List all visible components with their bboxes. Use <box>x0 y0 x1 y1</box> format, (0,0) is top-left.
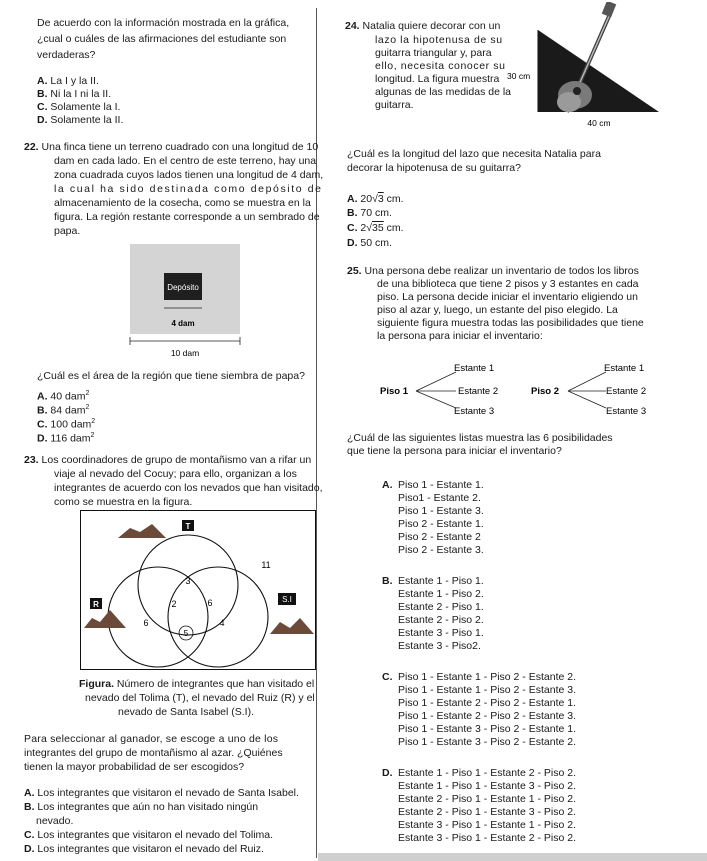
q25-option-line: Estante 1 - Piso 1. <box>398 575 484 587</box>
q24-stem-text: Natalia quiere decorar con un <box>362 20 501 32</box>
q22-land-figure <box>120 244 270 359</box>
q24-option-b[interactable] <box>347 207 392 219</box>
q25-option-line: Piso 1 - Estante 2 - Piso 2 - Estante 1. <box>398 697 577 709</box>
q23-option-text: Los integrantes que visitaron el nevado del Tolima. <box>37 829 274 841</box>
q23-option-letter: B. <box>24 801 35 813</box>
q23-question-line-3: tienen la mayor probabilidad de ser escogidos? <box>24 761 245 773</box>
q24-stem-line-7: guitarra. <box>375 99 414 111</box>
guitar-height-label: 30 cm <box>507 71 531 81</box>
q21-stem-line-2: ¿cual o cuáles de las afirmaciones del estudiante son <box>37 33 287 45</box>
q23-stem-line-4: como se muestra en la figura. <box>54 496 193 508</box>
q23-number: 23. <box>24 454 39 466</box>
q24-option-letter: A. <box>347 193 358 205</box>
q25-tree-diagram <box>380 360 690 422</box>
q23-option-c[interactable] <box>24 829 273 841</box>
q24-option-coefficient: 20 <box>360 193 373 205</box>
q23-caption-line-3: nevado de Santa Isabel (S.I). <box>118 706 255 718</box>
q25-option-line: Piso 2 - Estante 2 <box>398 531 481 543</box>
inner-side-label: 4 dam <box>171 319 195 328</box>
q22-option-letter: B. <box>37 404 48 417</box>
q22-option-value: 84 dam <box>50 404 86 417</box>
q22-option-exponent: 2 <box>90 432 95 439</box>
q23-option-letter: A. <box>24 787 35 799</box>
q21-option-a[interactable] <box>37 75 99 87</box>
tree-p2-estante-1: Estante 1 <box>604 363 645 374</box>
q25-option-line: Estante 1 - Piso 2. <box>398 588 484 600</box>
q22-option-letter: A. <box>37 390 48 403</box>
q21-option-text: Ni la I ni la II. <box>50 88 112 100</box>
q22-question: ¿Cuál es el área de la región que tiene siembra de papa? <box>37 370 305 382</box>
q21-option-d[interactable] <box>37 114 123 126</box>
tree-piso-1: Piso 1 <box>380 386 408 397</box>
q25-option-line: Estante 3 - Piso 1. <box>398 627 484 639</box>
q25-stem-text: Una persona debe realizar un inventario de todos los libros <box>364 265 639 277</box>
q24-option-text: 70 cm. <box>360 207 392 219</box>
venn-label-t: T <box>185 522 191 531</box>
q24-question-line-2: decorar la hipotenusa de su guitarra? <box>347 162 521 174</box>
q22-stem-line-5: almacenamiento de la cosecha, como se muestra en la <box>54 197 311 209</box>
q22-option-value: 116 dam <box>50 432 91 445</box>
q23-option-letter: C. <box>24 829 35 841</box>
q22-option-value: 100 dam <box>50 418 92 431</box>
q23-option-a[interactable] <box>24 787 299 799</box>
q21-option-text: La I y la II. <box>50 75 99 87</box>
q24-option-radicand: 3 <box>377 193 384 205</box>
q24-option-text: 50 cm. <box>360 237 392 249</box>
q24-option-c[interactable] <box>347 222 404 234</box>
q24-guitar-figure <box>507 2 702 132</box>
q23-option-d[interactable] <box>24 843 264 855</box>
q25-stem-line-3: piso. La persona decide iniciar el inventario eligiendo un <box>377 291 638 303</box>
q23-caption-text: Número de integrantes que han visitado el <box>114 678 315 690</box>
q25-option-line: Piso 1 - Estante 3 - Piso 2 - Estante 2. <box>398 736 577 748</box>
q22-option-value: 40 dam <box>50 390 86 403</box>
q25-stem-line-4: piso al azar y, luego, un estante del piso elegido. La <box>377 304 618 316</box>
q24-stem-line-5: longitud. La figura muestra <box>375 73 500 85</box>
q22-option-b[interactable] <box>37 402 89 417</box>
q24-option-letter: D. <box>347 237 358 249</box>
tree-branch-1-3 <box>416 391 456 408</box>
tree-branch-2-1 <box>568 372 606 391</box>
q23-caption-line-2: nevado del Tolima (T), el nevado del Ruiz (R) y el <box>85 692 315 704</box>
guitar-round-body-lower <box>557 92 581 112</box>
q21-stem-line-1: De acuerdo con la información mostrada en la gráfica, <box>37 17 290 29</box>
column-divider <box>316 8 317 858</box>
q25-stem-line-5: siguiente figura muestra todas las posibilidades que tiene <box>377 317 644 329</box>
q25-option-letter: C. <box>382 671 393 683</box>
q25-option-letter: B. <box>382 575 393 587</box>
q24-option-letter: C. <box>347 222 358 234</box>
deposit-label: Depósito <box>167 283 199 292</box>
q23-stem-line-1 <box>24 454 311 466</box>
tree-p2-estante-3: Estante 3 <box>606 406 647 417</box>
q23-stem-line-3: integrantes de acuerdo con los nevados que han visitado, <box>54 482 323 494</box>
q25-stem-line-1 <box>347 265 639 277</box>
q21-option-letter: A. <box>37 75 48 87</box>
guitar-headstock <box>602 2 617 17</box>
q25-option-line: Estante 2 - Piso 2. <box>398 614 484 626</box>
q25-option-line: Piso 1 - Estante 1 - Piso 2 - Estante 2. <box>398 671 577 683</box>
outer-side-label: 10 dam <box>170 348 200 358</box>
q25-option-line: Estante 3 - Piso 1 - Estante 2 - Piso 2. <box>398 832 577 844</box>
q23-option-b-line-2: nevado. <box>36 815 74 827</box>
tree-p2-estante-2: Estante 2 <box>606 386 647 397</box>
q21-option-letter: B. <box>37 88 48 100</box>
venn-label-r: R <box>93 600 99 609</box>
q25-question-line-2: que tiene la persona para iniciar el inventario? <box>347 445 562 457</box>
q22-stem-line-1 <box>24 141 318 153</box>
q22-option-c[interactable] <box>37 416 95 431</box>
q25-option-line: Piso 1 - Estante 2 - Piso 2 - Estante 3. <box>398 710 577 722</box>
venn-r-only-count: 6 <box>143 618 149 628</box>
q25-option-line: Piso 1 - Estante 1 - Piso 2 - Estante 3. <box>398 684 577 696</box>
q25-option-letter: A. <box>382 479 393 491</box>
q25-option-line: Estante 2 - Piso 1 - Estante 1 - Piso 2. <box>398 793 577 805</box>
q23-option-b[interactable] <box>24 801 258 813</box>
q25-option-line: Estante 3 - Piso2. <box>398 640 481 652</box>
tree-piso-2: Piso 2 <box>531 386 559 397</box>
q24-stem-line-6: algunas de las medidas de la <box>375 86 512 98</box>
q21-stem-line-3: verdaderas? <box>37 49 96 61</box>
q25-option-letter: D. <box>382 767 393 779</box>
q21-option-letter: C. <box>37 101 48 113</box>
q22-option-exponent: 2 <box>85 390 90 397</box>
q23-option-text: Los integrantes que aún no han visitado ningún <box>37 801 259 813</box>
q23-option-letter: D. <box>24 843 35 855</box>
q25-option-line: Estante 3 - Piso 1 - Estante 1 - Piso 2. <box>398 819 577 831</box>
tree-p1-estante-2: Estante 2 <box>458 386 499 397</box>
tree-branch-2-3 <box>568 391 606 408</box>
q25-option-line: Piso 1 - Estante 3 - Piso 2 - Estante 1. <box>398 723 577 735</box>
q25-option-line: Estante 1 - Piso 1 - Estante 3 - Piso 2. <box>398 780 577 792</box>
guitar-base-label: 40 cm <box>587 118 611 128</box>
q25-stem-line-2: de una biblioteca que tiene 2 pisos y 3 estantes en cada <box>377 278 639 290</box>
venn-outside-count: 11 <box>261 560 271 570</box>
q25-option-line: Estante 2 - Piso 1 - Estante 3 - Piso 2. <box>398 806 577 818</box>
q24-question-line-1: ¿Cuál es la longitud del lazo que necesita Natalia para <box>347 148 601 160</box>
q21-option-c[interactable] <box>37 101 120 113</box>
q25-number: 25. <box>347 265 362 277</box>
q23-question-line-2: integrantes del grupo de montañismo al azar. ¿Quiénes <box>24 747 283 759</box>
guitar-sound-hole <box>573 87 581 95</box>
venn-t-r-count: 2 <box>171 599 177 609</box>
q24-option-letter: B. <box>347 207 358 219</box>
q22-option-exponent: 2 <box>85 404 90 411</box>
q23-option-text: Los integrantes que visitaron el nevado del Ruiz. <box>37 843 264 855</box>
q25-option-line: Piso 2 - Estante 1. <box>398 518 484 530</box>
venn-label-si: S.I <box>282 595 292 604</box>
tree-p1-estante-3: Estante 3 <box>454 406 495 417</box>
q24-option-a[interactable] <box>347 193 404 205</box>
q22-stem-text: Una finca tiene un terreno cuadrado con una longitud de 10 <box>41 141 319 153</box>
q25-stem-line-6: la persona para iniciar el inventario: <box>377 330 543 342</box>
venn-t-only-count: 3 <box>185 576 191 586</box>
q23-stem-line-2: viaje al nevado del Cocuy; para ello, organizan a los <box>54 468 297 480</box>
q25-question-line-1: ¿Cuál de las siguientes listas muestra las 6 posibilidades <box>347 432 613 444</box>
venn-si-only-count: 4 <box>219 618 225 628</box>
q23-caption-line-1 <box>79 678 314 690</box>
q22-option-exponent: 2 <box>91 418 96 425</box>
q21-option-text: Solamente la II. <box>50 114 124 126</box>
q24-stem-line-1 <box>345 20 500 32</box>
bottom-shadow-strip <box>318 853 707 861</box>
q24-stem-line-2: lazo la hipotenusa de su <box>375 34 503 46</box>
q24-option-radicand: 35 <box>372 222 384 234</box>
tree-p1-estante-1: Estante 1 <box>454 363 495 374</box>
q24-option-d[interactable] <box>347 237 392 249</box>
q24-stem-line-4: ello, necesita conocer su <box>375 60 506 72</box>
q23-question-line-1: Para seleccionar al ganador, se escoge a uno de los <box>24 733 279 745</box>
q21-option-text: Solamente la I. <box>50 101 121 113</box>
q22-stem-line-3: zona cuadrada cuyos lados tienen una longitud de 4 dam, <box>54 169 324 181</box>
q23-caption-bold: Figura. <box>79 678 115 690</box>
q24-stem-line-3: guitarra triangular y, para <box>375 47 492 59</box>
q21-option-letter: D. <box>37 114 48 126</box>
q25-option-line: Piso 1 - Estante 1. <box>398 479 484 491</box>
q22-stem-line-7: papa. <box>54 225 81 237</box>
tree-branch-1-1 <box>416 372 456 391</box>
q22-option-letter: D. <box>37 432 48 445</box>
q22-stem-line-6: figura. La región restante corresponde a un sembrado de <box>54 211 320 223</box>
q25-option-line: Piso 2 - Estante 3. <box>398 544 484 556</box>
sqrt-icon: √ <box>372 193 378 205</box>
venn-r-si-count: 5 <box>183 628 189 638</box>
q24-option-coefficient: 2 <box>360 222 367 234</box>
q25-option-line: Piso 1 - Estante 3. <box>398 505 484 517</box>
q25-option-line: Estante 2 - Piso 1. <box>398 601 484 613</box>
q22-option-d[interactable] <box>37 430 94 445</box>
q24-number: 24. <box>345 20 360 32</box>
q24-option-unit: cm. <box>383 193 404 205</box>
q22-option-a[interactable] <box>37 388 89 403</box>
q21-option-b[interactable] <box>37 88 111 100</box>
q24-option-unit: cm. <box>383 222 404 234</box>
venn-diagram <box>80 510 316 670</box>
venn-t-si-count: 6 <box>207 598 213 608</box>
q22-number: 22. <box>24 141 39 153</box>
q22-option-letter: C. <box>37 418 48 431</box>
q23-option-text: Los integrantes que visitaron el nevado de Santa Isabel. <box>37 787 299 799</box>
q25-option-line: Piso1 - Estante 2. <box>398 492 481 504</box>
q25-option-line: Estante 1 - Piso 1 - Estante 2 - Piso 2. <box>398 767 577 779</box>
q22-stem-line-4: la cual ha sido destinada como depósito de <box>54 183 323 195</box>
q23-stem-text: Los coordinadores de grupo de montañismo van a rifar un <box>41 454 312 466</box>
q22-stem-line-2: dam en cada lado. En el centro de este terreno, hay una <box>54 155 317 167</box>
sqrt-icon: √ <box>366 222 373 234</box>
